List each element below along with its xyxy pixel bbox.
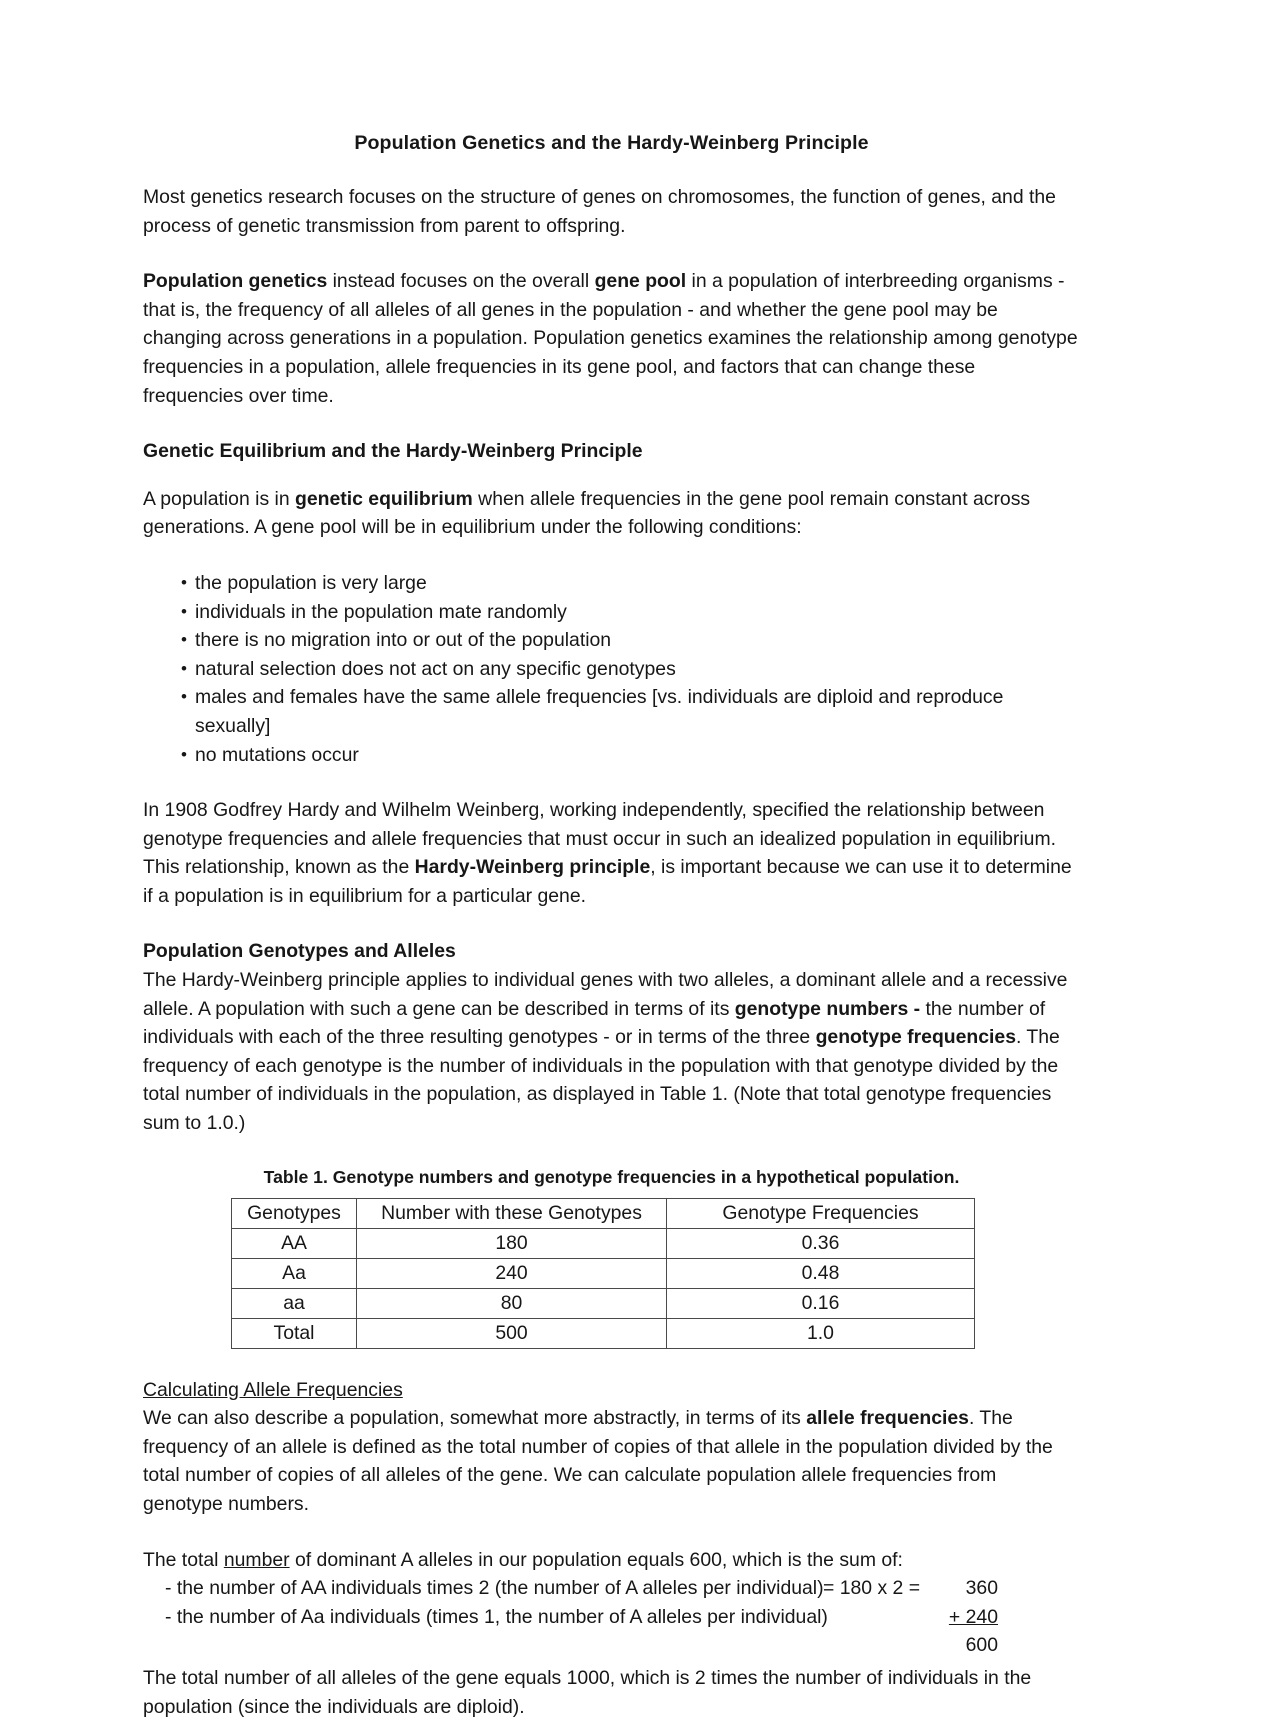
paragraph-total-alleles — [143, 1664, 1080, 1721]
cell-number: 240 — [357, 1258, 667, 1288]
term-allele-frequencies: allele frequencies — [806, 1407, 969, 1430]
list-item: • there is no migration into or out of the population — [181, 626, 1080, 655]
paragraph-genotypes-alleles — [143, 966, 1080, 1138]
paragraph-allele-frequencies-rest: . The frequency of an allele is defined as the total number of copies of that allele in the population divided by the total number of copies of all alleles of the gene. We can calculate population allele frequencies from genotype numbers. — [143, 1407, 1053, 1515]
term-gene-pool: gene pool — [594, 270, 687, 293]
table-row — [232, 1288, 975, 1318]
cell-genotype: AA — [232, 1228, 357, 1258]
emphasis-number: number — [223, 1548, 290, 1571]
paragraph-total-number-pre: The total — [143, 1548, 224, 1571]
table-row — [232, 1318, 975, 1348]
list-item: • natural selection does not act on any specific genotypes — [181, 655, 1080, 684]
paragraph-total-number-rest: of dominant A alleles in our population equals 600, which is the sum of: — [289, 1548, 903, 1571]
table-row — [232, 1258, 975, 1288]
cell-number: 500 — [357, 1318, 667, 1348]
paragraph-total-number-intro — [143, 1546, 1080, 1575]
section-heading-population-genotypes: Population Genotypes and Alleles — [143, 940, 456, 963]
page-title: Population Genetics and the Hardy-Weinberg Principle — [354, 132, 869, 154]
paragraph-genotypes-pre: The Hardy-Weinberg principle applies to individual genes with two alleles, a dominant allele and a recessive allele. A population with such a gene can be described in terms of its — [143, 969, 1068, 1020]
spacer — [143, 1349, 1080, 1376]
equilibrium-conditions-list — [143, 569, 1080, 769]
cell-frequency: 0.36 — [667, 1228, 975, 1258]
cell-frequency: 1.0 — [667, 1318, 975, 1348]
calculation-description: - the number of Aa individuals (times 1, the number of A alleles per individual) — [165, 1605, 828, 1628]
paragraph-genetic-equilibrium — [143, 485, 1080, 542]
calculation-total-value: 600 — [965, 1634, 998, 1657]
paragraph-genotypes-mid: the number of individuals with each of the three resulting genotypes - or in terms of the three — [143, 997, 1046, 1049]
allele-calculation-block — [143, 1574, 1080, 1660]
document-body — [143, 130, 1080, 1721]
paragraph-allele-frequencies — [143, 1404, 1080, 1518]
cell-genotype: Aa — [232, 1258, 357, 1288]
table-header-row — [232, 1198, 975, 1228]
paragraph-genotypes-rest: . The frequency of each genotype is the number of individuals in the population with that genotype divided by the total number of individuals in the population, as displayed in Table 1. (Note that total genotype frequencies sum to 1.0.) — [143, 1026, 1060, 1135]
cell-number: 80 — [357, 1288, 667, 1318]
calculation-description: - the number of AA individuals times 2 (the number of A alleles per individual) — [165, 1577, 824, 1600]
calculation-equation: = 180 x 2 = — [823, 1577, 921, 1600]
calculation-value: 360 — [965, 1577, 998, 1600]
term-genotype-frequencies: genotype frequencies — [815, 1026, 1016, 1049]
term-population-genetics: Population genetics — [143, 270, 328, 293]
section-heading-genetic-equilibrium: Genetic Equilibrium and the Hardy-Weinberg Principle — [143, 440, 643, 463]
term-hardy-weinberg-principle: Hardy-Weinberg principle — [414, 856, 651, 879]
table-caption: Table 1. Genotype numbers and genotype frequencies in a hypothetical population. — [263, 1166, 960, 1187]
calculation-row — [143, 1603, 1080, 1632]
paragraph-intro — [143, 183, 1080, 240]
paragraph-intro-text: Most genetics research focuses on the structure of genes on chromosomes, the function of genes, and the process of genetic transmission from parent to offspring. — [143, 186, 1056, 237]
calculation-value: + 240 — [948, 1605, 998, 1628]
calculation-row — [143, 1574, 1080, 1603]
cell-number: 180 — [357, 1228, 667, 1258]
paragraph-hardy-weinberg-history — [143, 796, 1080, 910]
term-genotype-numbers: genotype numbers - — [734, 997, 921, 1020]
paragraph-population-genetics-rest: in a population of interbreeding organisms - that is, the frequency of all alleles of all genes in the population - and whether the gene pool may be changing across generations in a population. Population genetics examines the relationship among genotype frequencies in a population, allele frequencies in its gene pool, and factors that can change these frequencies over time. — [143, 270, 1078, 407]
paragraph-hardy-weinberg-rest: , is important because we can use it to determine if a population is in equilibrium for a particular gene. — [143, 856, 1072, 907]
cell-frequency: 0.48 — [667, 1258, 975, 1288]
paragraph-genetic-equilibrium-pre: A population is in — [143, 487, 296, 510]
list-item: • no mutations occur — [181, 741, 1080, 770]
column-header-genotypes: Genotypes — [232, 1198, 357, 1228]
term-genetic-equilibrium: genetic equilibrium — [295, 487, 473, 510]
list-item: • the population is very large — [181, 569, 1080, 598]
paragraph-allele-frequencies-pre: We can also describe a population, somewhat more abstractly, in terms of its — [143, 1407, 807, 1430]
paragraph-total-alleles-text: The total number of all alleles of the gene equals 1000, which is 2 times the number of individuals in the population (since the individuals are diploid). — [143, 1666, 1032, 1718]
list-item: • males and females have the same allele frequencies [vs. individuals are diploid and reproduce sexually] — [181, 683, 1080, 740]
cell-genotype: Total — [232, 1318, 357, 1348]
paragraph-population-genetics-mid1: instead focuses on the overall — [327, 270, 595, 293]
column-header-frequencies: Genotype Frequencies — [667, 1198, 975, 1228]
cell-frequency: 0.16 — [667, 1288, 975, 1318]
calculation-total-row — [143, 1631, 1080, 1660]
genotype-table — [231, 1198, 975, 1349]
paragraph-population-genetics — [143, 267, 1080, 410]
cell-genotype: aa — [232, 1288, 357, 1318]
column-header-number: Number with these Genotypes — [357, 1198, 667, 1228]
paragraph-genetic-equilibrium-rest: when allele frequencies in the gene pool remain constant across generations. A gene pool will be in equilibrium under the following conditions: — [143, 487, 1031, 539]
table-row — [232, 1228, 975, 1258]
paragraph-hardy-weinberg-pre: In 1908 Godfrey Hardy and Wilhelm Weinberg, working independently, specified the relationship between genotype frequencies and allele frequencies that must occur in such an idealized population in equilibrium. This relationship, known as the — [143, 799, 1057, 879]
section-heading-calculating-allele-frequencies: Calculating Allele Frequencies — [143, 1378, 403, 1401]
list-item: • individuals in the population mate randomly — [181, 598, 1080, 627]
